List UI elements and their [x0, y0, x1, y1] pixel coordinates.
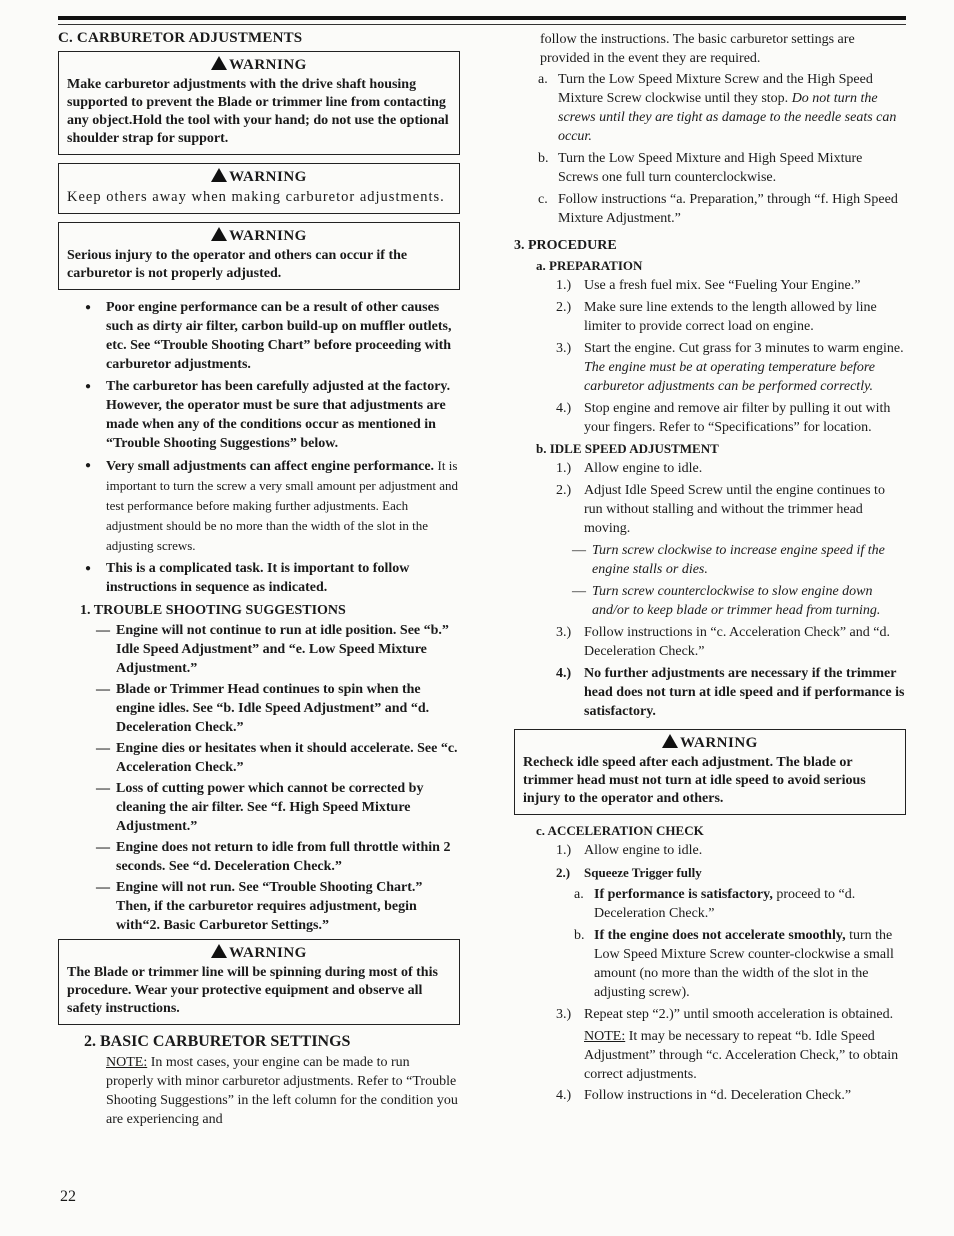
basic-setting-item: c. Follow instructions “a. Preparation,” through “f. High Speed Mixture Adjustment.” [538, 192, 898, 226]
warning-text: The Blade or trimmer line will be spinning during most of this procedure. Wear your protective equipment and observe all safety instructions. [67, 965, 438, 1016]
bullet-item: ● The carburetor has been carefully adjusted at the factory. However, the operator must be sure that adjustments are made when any of the conditions occur as mentioned in “Trouble Shooting Suggestions” below. [58, 377, 460, 453]
acceleration-title: c. ACCELERATION CHECK [536, 823, 704, 838]
trouble-item: — Engine dies or hesitates when it should accelerate. See “c. Acceleration Check.” [58, 739, 460, 777]
preparation-step: 2.) Make sure line extends to the length allowed by line limiter to provide correct load on engine. [556, 300, 877, 334]
warning-text: Serious injury to the operator and others can occur if the carburetor is not properly adjusted. [67, 248, 408, 281]
trouble-shooting-list [58, 621, 460, 935]
idle-dash-item: — Turn screw clockwise to increase engine speed if the engine stalls or dies. [572, 541, 906, 579]
trouble-item: — Blade or Trimmer Head continues to spin when the engine idles. See “b. Idle Speed Adjustment” and “d. Deceleration Check.” [58, 680, 460, 737]
warning-triangle-icon [662, 734, 678, 748]
idle-dash-item: — Turn screw counterclockwise to slow engine down and/or to keep blade or trimmer head from turning. [572, 582, 906, 620]
trouble-item: — Loss of cutting power which cannot be corrected by cleaning the air filter. See “f. High Speed Mixture Adjustment.” [58, 779, 460, 836]
top-rule-thin [58, 24, 906, 25]
procedure-title: 3. PROCEDURE [514, 238, 617, 253]
idle-speed-title: b. IDLE SPEED ADJUSTMENT [536, 441, 719, 456]
warning-box-3 [58, 222, 460, 290]
trouble-item: — Engine does not return to idle from full throttle within 2 seconds. See “d. Deceleration Check.” [58, 838, 460, 876]
basic-setting-item: a. Turn the Low Speed Mixture Screw and the High Speed Mixture Screw clockwise until they stop. Do not turn the screws until they are tight as damage to the needle seats can occur. [538, 72, 897, 144]
acceleration-step: 2.) Squeeze Trigger fully [556, 865, 702, 880]
warning-heading: WARNING [67, 56, 451, 74]
bullet-item: ● Poor engine performance can be a result of other causes such as dirty air filter, carbon build-up on muffler outlets, etc. See “Trouble Shooting Chart” before proceeding with carburetor adjustments. [58, 298, 460, 374]
acceleration-step: 3.) Repeat step “2.)” until smooth acceleration is obtained. [556, 1007, 894, 1022]
idle-step: 2.) Adjust Idle Speed Screw until the engine continues to run without stalling and without the trimmer head moving. [556, 483, 885, 536]
preparation-title: a. PREPARATION [536, 258, 643, 273]
trouble-item: — Engine will not run. See “Trouble Shooting Chart.” Then, if the carburetor requires adjustment, begin with“2. Basic Carburetor Settings.” [58, 878, 460, 935]
acceleration-step: 1.) Allow engine to idle. [556, 843, 703, 858]
basic-setting-item: b. Turn the Low Speed Mixture and High Speed Mixture Screws one full turn counterclockwise. [538, 151, 863, 185]
acceleration-sub-item: a. If performance is satisfactory, proceed to “d. Deceleration Check.” [574, 887, 856, 921]
warning-heading: WARNING [67, 944, 451, 962]
bullet-item: ● Very small adjustments can affect engine performance. It is important to turn the screw a very small amount per adjustment and test performance before making further adjustments. Each adjustment should be no more than the width of the slot in the adjusting screws. [58, 456, 460, 556]
warning-text: Recheck idle speed after each adjustment. The blade or trimmer head must not turn at idle speed to avoid serious injury to the operator and others. [523, 755, 866, 806]
warning-box-4 [58, 939, 460, 1025]
warning-heading: WARNING [67, 227, 451, 245]
warning-text: Keep others away when making carburetor adjustments. [67, 189, 445, 205]
acceleration-sub-item: b. If the engine does not accelerate smoothly, turn the Low Speed Mixture Screw counter-clockwise a small amount (no more than the width of the slot in the adjusting screw). [574, 928, 894, 1000]
warning-text: Make carburetor adjustments with the drive shaft housing supported to prevent the Blade or trimmer line from contacting any object.Hold the tool with your hand; do not use the optional shoulder strap for support. [67, 77, 449, 146]
bullet-item: ● This is a complicated task. It is important to follow instructions in sequence as indicated. [58, 559, 460, 597]
warning-heading: WARNING [67, 168, 451, 186]
right-column [514, 30, 906, 1108]
idle-step: 4.) No further adjustments are necessary if the trimmer head does not turn at idle speed and if performance is satisfactory. [556, 666, 905, 719]
warning-triangle-icon [211, 227, 227, 241]
preparation-step: 1.) Use a fresh fuel mix. See “Fueling Your Engine.” [556, 278, 861, 293]
basic-settings-title: 2. BASIC CARBURETOR SETTINGS [84, 1033, 351, 1050]
page-number: 22 [60, 1188, 76, 1205]
left-column [58, 30, 460, 1129]
acceleration-step: 4.) Follow instructions in “d. Deceleration Check.” [556, 1088, 852, 1103]
preparation-step: 4.) Stop engine and remove air filter by pulling it out with your fingers. Refer to “Specifications” for location. [556, 401, 891, 435]
top-rule [58, 16, 906, 20]
idle-step: 1.) Allow engine to idle. [556, 461, 703, 476]
warning-triangle-icon [211, 944, 227, 958]
basic-settings-note: NOTE: In most cases, your engine can be made to run properly with minor carburetor adjustments. Refer to “Trouble Shooting Suggestions” in the left column for the condition you are experiencing and [106, 1055, 458, 1127]
section-title: C. CARBURETOR ADJUSTMENTS [58, 30, 303, 46]
idle-step: 3.) Follow instructions in “c. Acceleration Check” and “d. Deceleration Check.” [556, 625, 890, 659]
warning-triangle-icon [211, 168, 227, 182]
warning-heading: WARNING [523, 734, 897, 752]
warning-box-2 [58, 163, 460, 214]
warning-box-5 [514, 729, 906, 815]
trouble-shooting-title: 1. TROUBLE SHOOTING SUGGESTIONS [80, 603, 346, 618]
preparation-step: 3.) Start the engine. Cut grass for 3 minutes to warm engine. The engine must be at operating temperature before carburetor adjustments can be performed correctly. [556, 341, 904, 394]
trouble-item: — Engine will not continue to run at idle position. See “b.” Idle Speed Adjustment” and “e. Low Speed Mixture Adjustment.” [58, 621, 460, 678]
warning-box-1 [58, 51, 460, 155]
continuation-text: follow the instructions. The basic carburetor settings are provided in the event they are required. [540, 32, 855, 66]
warning-triangle-icon [211, 56, 227, 70]
acceleration-note: NOTE: It may be necessary to repeat “b. Idle Speed Adjustment” through “c. Acceleration Check,” to obtain correct adjustments. [584, 1029, 899, 1082]
caution-bullet-list [58, 298, 460, 597]
